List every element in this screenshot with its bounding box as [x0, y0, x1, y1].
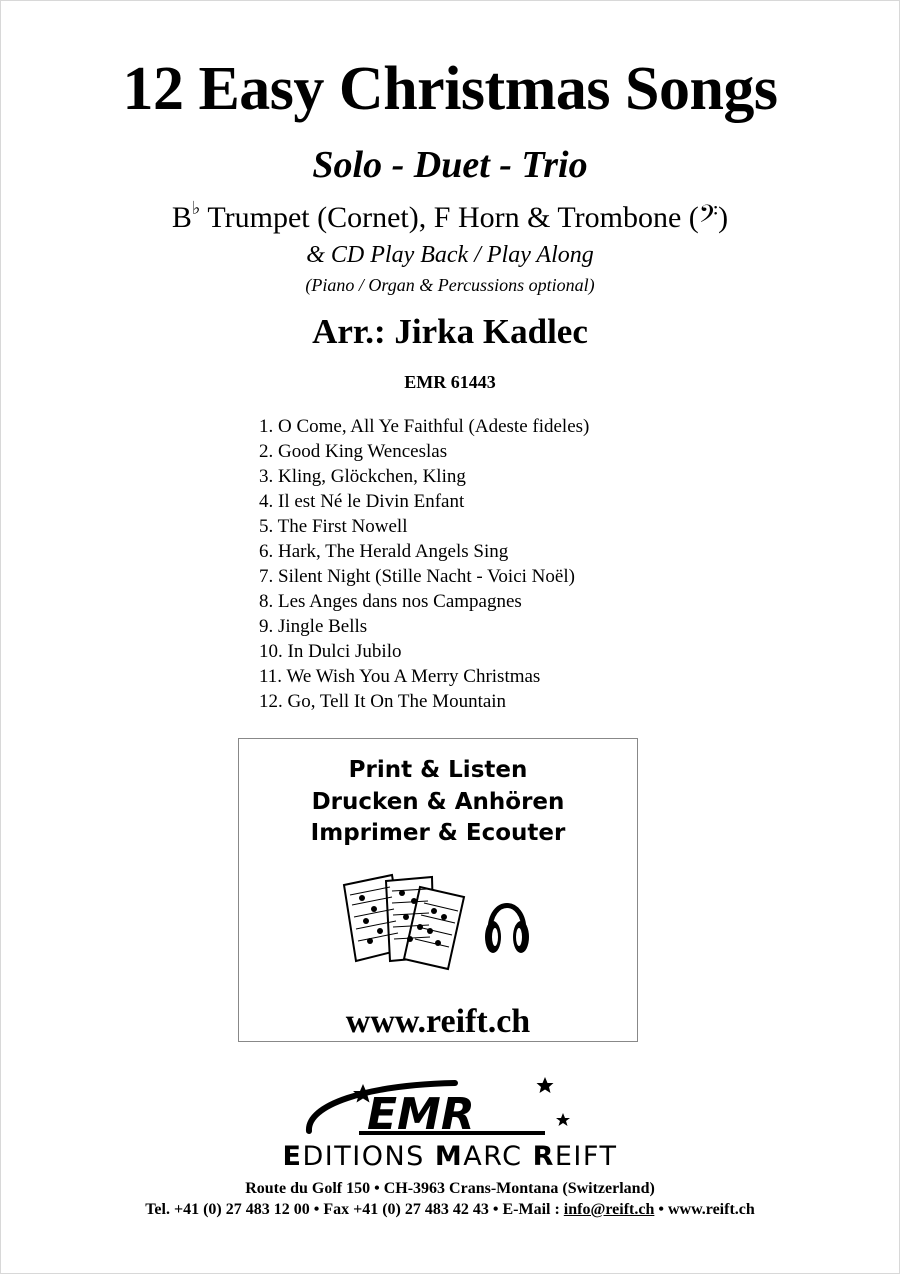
contact-phone-fax: Tel. +41 (0) 27 483 12 00 • Fax +41 (0) 27 483 42 43 • E-Mail :: [145, 1201, 564, 1218]
publisher-name-arc: ARC: [463, 1141, 533, 1172]
publisher-name-eift: EIFT: [554, 1141, 618, 1172]
song-item: 4. Il est Né le Divin Enfant: [259, 491, 465, 512]
print-listen-box: [238, 738, 638, 1042]
song-item: 2. Good King Wenceslas: [259, 441, 448, 462]
instrument-close: ): [718, 201, 729, 234]
catalog-number: EMR 61443: [404, 372, 496, 392]
promo-line-de: Drucken & Anhören: [311, 789, 565, 815]
instrument-key: B: [171, 201, 192, 234]
song-item: 10. In Dulci Jubilo: [259, 641, 402, 662]
promo-line-fr: Imprimer & Ecouter: [310, 820, 566, 846]
publisher-name: [0, 1143, 900, 1170]
email-link[interactable]: info@reift.ch: [563, 1201, 655, 1218]
song-item: 12. Go, Tell It On The Mountain: [259, 691, 507, 712]
sheet-music-icon: [340, 871, 468, 971]
song-list: [259, 414, 589, 714]
bass-clef-icon: 𝄢: [698, 201, 719, 234]
cd-line: & CD Play Back / Play Along: [306, 242, 594, 268]
song-item: 7. Silent Night (Stille Nacht - Voici Noël): [259, 566, 575, 587]
publisher-name-m: M: [434, 1141, 464, 1172]
website-url: www.reift.ch: [345, 1003, 531, 1040]
publisher-contact: [0, 1202, 900, 1218]
page-title: 12 Easy Christmas Songs: [122, 55, 778, 123]
logo-text: EMR: [367, 1089, 475, 1137]
song-item: 9. Jingle Bells: [259, 616, 368, 637]
publisher-name-ditions: DITIONS: [302, 1141, 435, 1172]
song-item: 3. Kling, Glöckchen, Kling: [259, 466, 466, 487]
headphones-icon: [484, 881, 530, 961]
publisher-name-r: R: [532, 1141, 555, 1172]
song-item: 8. Les Anges dans nos Campagnes: [259, 591, 522, 612]
instrumentation: [0, 198, 900, 234]
flat-sign: ♭: [191, 198, 201, 218]
subtitle: Solo - Duet - Trio: [312, 144, 588, 186]
song-item: 5. The First Nowell: [259, 516, 408, 537]
instrument-list: Trumpet (Cornet), F Horn & Trombone (: [200, 201, 699, 234]
arranger: Arr.: Jirka Kadlec: [312, 312, 588, 351]
publisher-address: Route du Golf 150 • CH-3963 Crans-Montana (Switzerland): [245, 1180, 655, 1197]
publisher-name-e: E: [282, 1141, 303, 1172]
song-item: 11. We Wish You A Merry Christmas: [259, 666, 541, 687]
emr-logo: [305, 1075, 575, 1137]
contact-website: • www.reift.ch: [654, 1201, 755, 1218]
song-item: 1. O Come, All Ye Faithful (Adeste fideles): [259, 416, 590, 437]
song-item: 6. Hark, The Herald Angels Sing: [259, 541, 509, 562]
optional-line: (Piano / Organ & Percussions optional): [305, 275, 595, 295]
promo-line-en: Print & Listen: [348, 757, 528, 783]
